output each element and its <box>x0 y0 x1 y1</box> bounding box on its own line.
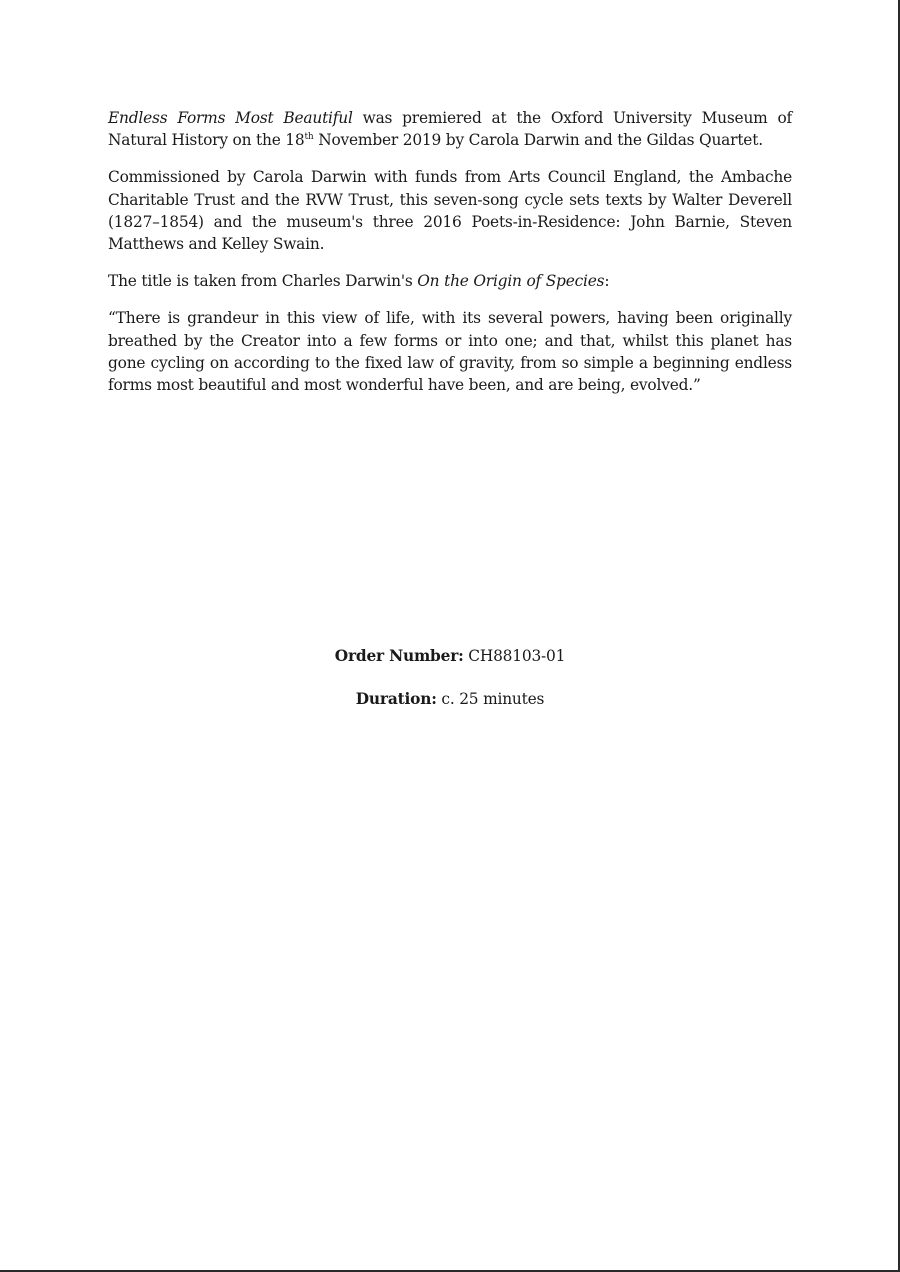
work-title: Endless Forms Most Beautiful <box>108 109 353 127</box>
order-number-line <box>0 645 900 667</box>
premiere-paragraph <box>108 107 792 151</box>
commission-paragraph: Commissioned by Carola Darwin with funds from Arts Council England, the Ambache Charitable Trust and the RVW Trust, this seven-song cycle sets texts by Walter Deverell (1827–1854) and the museum's three 2016 Poets-in-Residence: John Barnie, Steven Matthews and Kelley Swain. <box>108 168 792 254</box>
order-number-value: CH88103-01 <box>463 647 566 665</box>
premiere-text-end: November 2019 by Carola Darwin and the Gildas Quartet. <box>313 131 763 150</box>
duration-label: Duration: <box>355 690 437 708</box>
title-source-paragraph <box>108 270 792 292</box>
date-ordinal-suffix: th <box>304 132 314 143</box>
book-title: On the Origin of Species <box>417 272 605 291</box>
darwin-quote-paragraph: “There is grandeur in this view of life, with its several powers, having been originally breathed by the Creator into a few forms or into one; and that, whilst this planet has gone cycling on according to the fixed law of gravity, from so simple a beginning endless forms most beautiful and most wonderful have been, and are being, evolved.” <box>108 309 792 395</box>
title-source-suffix: : <box>604 272 610 291</box>
duration-line <box>0 688 900 710</box>
order-number-label: Order Number: <box>334 647 464 665</box>
notes-body <box>108 107 792 411</box>
title-source-prefix: The title is taken from Charles Darwin's <box>108 272 418 291</box>
duration-value: c. 25 minutes <box>436 690 545 708</box>
premiere-text-start: was premiered at the Oxford University Museum of Natural History on the 18 <box>108 109 793 150</box>
